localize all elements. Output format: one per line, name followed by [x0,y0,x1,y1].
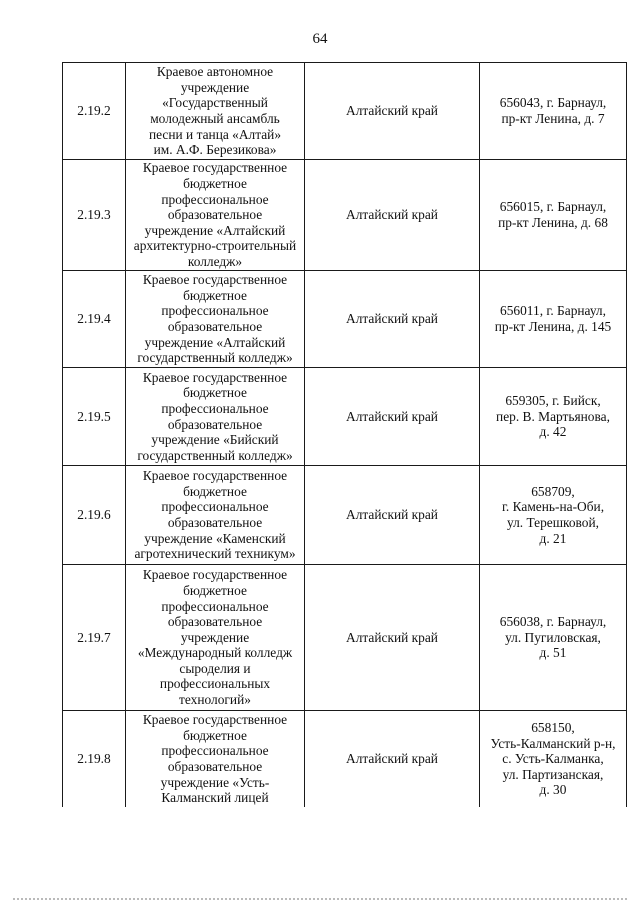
address: 656038, г. Барнаул, ул. Пугиловская, д. 51 [480,565,627,711]
region: Алтайский край [305,271,480,368]
scan-edge-divider [12,898,628,900]
region: Алтайский край [305,368,480,466]
row-number: 2.19.6 [63,466,126,565]
page-number: 64 [312,31,328,47]
region: Алтайский край [305,711,480,808]
organization-name: Краевое государственное бюджетное профессиональное образовательное учреждение «Каменский агротехнический техникум» [126,466,305,565]
organization-name: Краевое государственное бюджетное профессиональное образовательное учреждение «Алтайский архитектурно-строительный колледж» [126,160,305,271]
row-number: 2.19.3 [63,160,126,271]
table-row [63,711,627,808]
organization-name: Краевое государственное бюджетное профессиональное образовательное учреждение «Бийский государственный колледж» [126,368,305,466]
row-number: 2.19.4 [63,271,126,368]
organization-name: Краевое государственное бюджетное профессиональное образовательное учреждение «Алтайский государственный колледж» [126,271,305,368]
organization-name: Краевое автономное учреждение «Государственный молодежный ансамбль песни и танца «Алтай» им. А.Ф. Березикова» [126,63,305,160]
registry-table [62,62,627,807]
table-row [63,160,627,271]
row-number: 2.19.7 [63,565,126,711]
address: 658709, г. Камень-на-Оби, ул. Терешковой, д. 21 [480,466,627,565]
organization-name: Краевое государственное бюджетное профессиональное образовательное учреждение «Усть- Калманский лицей [126,711,305,808]
address: 656015, г. Барнаул, пр-кт Ленина, д. 68 [480,160,627,271]
region: Алтайский край [305,466,480,565]
address: 659305, г. Бийск, пер. В. Мартьянова, д. 42 [480,368,627,466]
address: 656011, г. Барнаул, пр-кт Ленина, д. 145 [480,271,627,368]
organization-name: Краевое государственное бюджетное профессиональное образовательное учреждение «Международный колледж сыроделия и профессиональных технологий» [126,565,305,711]
row-number: 2.19.8 [63,711,126,808]
table-row [63,63,627,160]
region: Алтайский край [305,63,480,160]
address: 656043, г. Барнаул, пр-кт Ленина, д. 7 [480,63,627,160]
address: 658150, Усть-Калманский р-н, с. Усть-Калманка, ул. Партизанская, д. 30 [480,711,627,808]
table-row [63,466,627,565]
region: Алтайский край [305,160,480,271]
table-row [63,565,627,711]
table-row [63,271,627,368]
region: Алтайский край [305,565,480,711]
row-number: 2.19.5 [63,368,126,466]
table-row [63,368,627,466]
row-number: 2.19.2 [63,63,126,160]
